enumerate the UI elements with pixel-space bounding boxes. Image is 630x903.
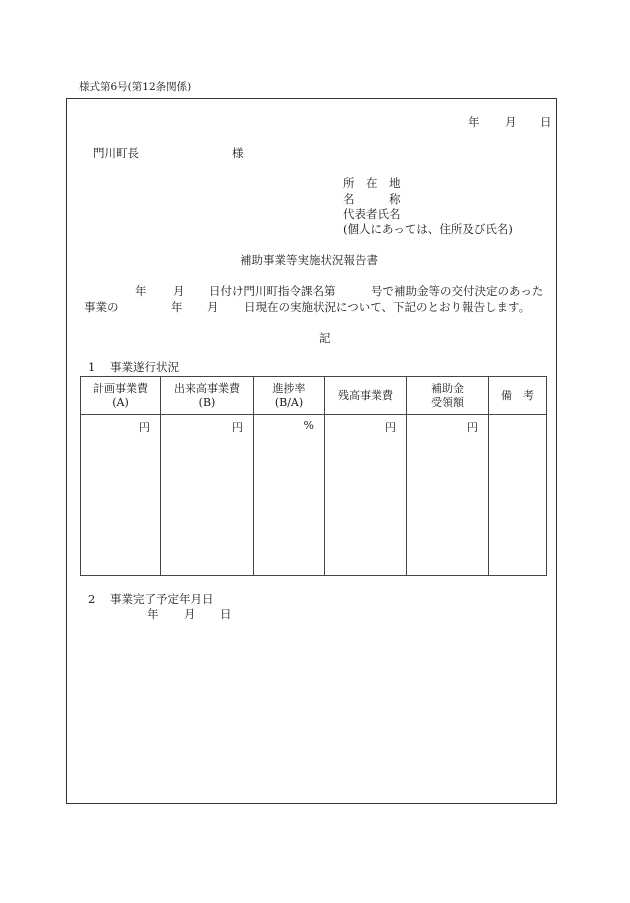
table-header-row xyxy=(81,377,547,415)
date-month-label: 月 xyxy=(505,115,517,129)
completion-day-label: 日 xyxy=(220,607,232,621)
header-planned-cost xyxy=(81,377,161,415)
ki-heading: 記 xyxy=(319,331,331,345)
header-progress-rate-sub: (B/A) xyxy=(274,395,304,409)
body-line1-rest: 日付け門川町指令課名第 xyxy=(209,284,336,298)
addressee-name: 門川町長 xyxy=(93,146,139,160)
cell-planned-cost[interactable]: 円 xyxy=(81,415,161,576)
header-progress-rate xyxy=(254,377,325,415)
addressee-honorific: 様 xyxy=(232,146,244,160)
header-remarks xyxy=(489,377,547,415)
section-2-number: 2 xyxy=(88,592,96,606)
header-subsidy-received xyxy=(407,377,489,415)
cell-completed-cost[interactable]: 円 xyxy=(161,415,254,576)
body-line2-month: 月 xyxy=(207,300,219,314)
header-completed-cost-sub: (B) xyxy=(198,395,216,409)
body-line2-rest: 日現在の実施状況について、下記のとおり報告します。 xyxy=(244,300,531,314)
header-completed-cost-label: 出来高事業費 xyxy=(174,381,240,395)
header-progress-rate-label: 進捗率 xyxy=(272,381,306,395)
section-2-title: 事業完了予定年月日 xyxy=(110,592,214,606)
header-subsidy-received-label: 補助金 xyxy=(431,381,464,395)
completion-month-label: 月 xyxy=(184,607,196,621)
table-row xyxy=(81,415,547,576)
date-day-label: 日 xyxy=(540,115,552,129)
body-line1-month: 月 xyxy=(173,284,185,298)
header-remarks-label: 備 考 xyxy=(501,388,534,402)
cell-progress-rate[interactable]: % xyxy=(254,415,325,576)
date-year-label: 年 xyxy=(468,115,480,129)
status-table xyxy=(80,376,547,576)
document-title: 補助事業等実施状況報告書 xyxy=(240,253,378,267)
header-subsidy-received-sub: 受領額 xyxy=(431,395,464,409)
section-1-title: 事業遂行状況 xyxy=(110,360,179,374)
header-planned-cost-label: 計画事業費 xyxy=(93,381,148,395)
header-remaining-cost-label: 残高事業費 xyxy=(338,388,393,402)
applicant-address-label: 所 在 地 xyxy=(343,176,401,190)
cell-remaining-cost[interactable]: 円 xyxy=(325,415,407,576)
header-planned-cost-sub: (A) xyxy=(112,395,129,409)
body-line2-start: 事業の xyxy=(84,300,119,314)
applicant-note: (個人にあっては、住所及び氏名) xyxy=(343,222,513,236)
form-number-label: 様式第6号(第12条関係) xyxy=(79,81,192,93)
header-remaining-cost xyxy=(325,377,407,415)
body-line1-year: 年 xyxy=(135,284,147,298)
applicant-name-label: 名 称 xyxy=(343,192,401,206)
body-line2-year: 年 xyxy=(171,300,183,314)
header-completed-cost xyxy=(161,377,254,415)
cell-subsidy-received[interactable]: 円 xyxy=(407,415,489,576)
cell-remarks[interactable] xyxy=(489,415,547,576)
completion-year-label: 年 xyxy=(147,607,159,621)
applicant-representative-label: 代表者氏名 xyxy=(343,207,401,221)
section-1-number: 1 xyxy=(88,360,96,374)
body-line1-rest2: 号で補助金等の交付決定のあった xyxy=(371,284,544,298)
